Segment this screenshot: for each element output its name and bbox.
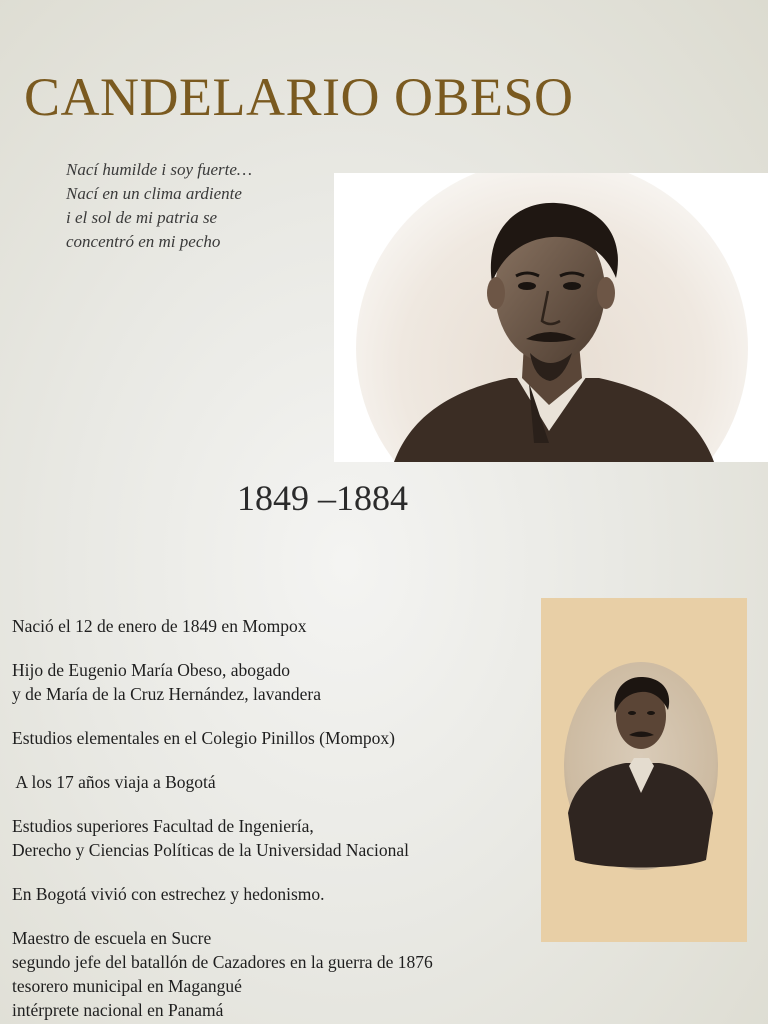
bio-line: tesorero municipal en Magangué bbox=[12, 976, 242, 996]
carte-de-visite-photo bbox=[541, 598, 747, 942]
bio-line: Derecho y Ciencias Políticas de la Universidad Nacional bbox=[12, 840, 410, 860]
portrait-photo bbox=[334, 173, 768, 462]
bio-line: A los 17 años viaja a Bogotá bbox=[12, 772, 216, 792]
quote-line: Nací humilde i soy fuerte… bbox=[66, 160, 253, 179]
poem-quote bbox=[66, 158, 252, 254]
bio-line: En Bogotá vivió con estrechez y hedonismo. bbox=[12, 884, 325, 904]
bio-line: intérprete nacional en Panamá bbox=[12, 1000, 224, 1020]
quote-line: i el sol de mi patria se bbox=[66, 208, 218, 227]
bio-line: Estudios elementales en el Colegio Pinillos (Mompox) bbox=[12, 728, 396, 748]
bio-line: y de María de la Cruz Hernández, lavandera bbox=[12, 684, 322, 704]
bio-line: Nació el 12 de enero de 1849 en Mompox bbox=[12, 616, 307, 636]
life-years: 1849 –1884 bbox=[237, 478, 408, 518]
bio-line: Maestro de escuela en Sucre bbox=[12, 928, 212, 948]
bio-line: Estudios superiores Facultad de Ingeniería, bbox=[12, 816, 314, 836]
quote-line: Nací en un clima ardiente bbox=[66, 184, 242, 203]
quote-line: concentró en mi pecho bbox=[66, 232, 221, 251]
card-portrait-illustration bbox=[541, 598, 747, 942]
biography-text bbox=[12, 614, 433, 1022]
portrait-illustration bbox=[334, 173, 768, 462]
bio-line: Hijo de Eugenio María Obeso, abogado bbox=[12, 660, 290, 680]
page-title: CANDELARIO OBESO bbox=[24, 67, 574, 127]
bio-line: segundo jefe del batallón de Cazadores en la guerra de 1876 bbox=[12, 952, 433, 972]
